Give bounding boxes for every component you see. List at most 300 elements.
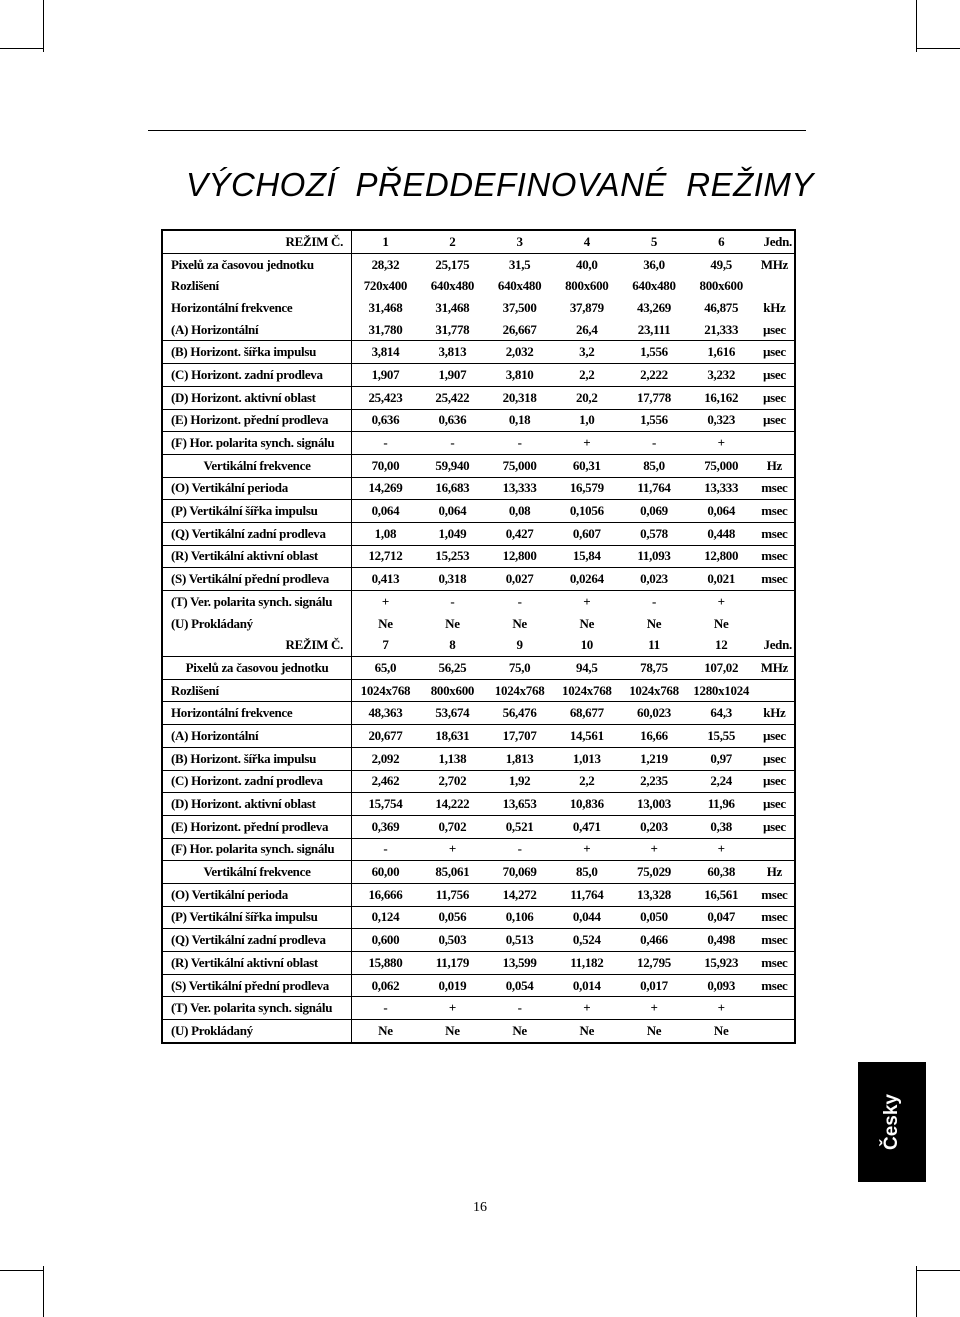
value-cell: 11,764 <box>553 883 620 906</box>
value-cell: 0,021 <box>688 568 755 591</box>
value-cell: 0,093 <box>688 974 755 997</box>
unit-cell <box>755 997 794 1020</box>
unit-cell <box>755 591 794 613</box>
table-row <box>163 861 794 884</box>
table-row <box>163 793 794 816</box>
value-cell: 13,333 <box>486 477 553 500</box>
page-number: 16 <box>473 1200 487 1215</box>
value-cell: 1,556 <box>620 341 687 364</box>
value-cell: 1,556 <box>620 409 687 432</box>
value-cell: 2,032 <box>486 341 553 364</box>
mode-number: 6 <box>688 231 755 253</box>
row-label: (F) Hor. polarita synch. signálu <box>163 432 352 455</box>
unit-header: Jedn. <box>755 231 794 253</box>
value-cell: + <box>583 593 591 609</box>
unit-cell: msec <box>755 906 794 929</box>
row-label: (E) Horizont. přední prodleva <box>163 815 352 838</box>
value-cell: 1,0 <box>553 409 620 432</box>
value-cell: 25,175 <box>435 256 470 272</box>
value-cell: Ne <box>512 1022 527 1038</box>
value-cell: Ne <box>579 1022 595 1038</box>
value-cell: 640x480 <box>632 278 676 294</box>
table-row <box>163 613 794 635</box>
value-cell: 21,333 <box>688 319 755 341</box>
value-cell: 17,778 <box>620 386 687 409</box>
value-cell: 16,162 <box>688 386 755 409</box>
mode-header-row <box>163 231 794 253</box>
row-label: (T) Ver. polarita synch. signálu <box>163 997 352 1020</box>
row-label: Vertikální frekvence <box>163 454 352 477</box>
value-cell: 26,4 <box>553 319 620 341</box>
value-cell: 0,97 <box>688 747 755 770</box>
value-cell: 85,061 <box>419 861 486 884</box>
value-cell: 48,363 <box>352 702 419 725</box>
mode-number: 10 <box>553 634 620 656</box>
value-cell: 11,96 <box>688 793 755 816</box>
value-cell: 28,32 <box>371 256 400 272</box>
value-cell: 0,054 <box>486 974 553 997</box>
row-label: (O) Vertikální perioda <box>163 883 352 906</box>
value-cell: 16,666 <box>352 883 419 906</box>
table-row <box>163 297 794 319</box>
unit-cell <box>755 838 794 861</box>
value-cell: 20,677 <box>352 725 419 748</box>
value-cell: 720x400 <box>363 278 408 294</box>
row-label: (A) Horizontální <box>163 319 352 341</box>
value-cell: 13,328 <box>620 883 687 906</box>
value-cell: 0,106 <box>486 906 553 929</box>
mode-number: 11 <box>620 634 687 656</box>
row-label: (S) Vertikální přední prodleva <box>163 568 352 591</box>
value-cell: 20,2 <box>553 386 620 409</box>
page-title: VÝCHOZÍ PŘEDDEFINOVANÉ REŽIMY <box>186 166 814 203</box>
table-row <box>163 770 794 793</box>
table-row <box>163 253 794 275</box>
value-cell: 0,318 <box>419 568 486 591</box>
value-cell: - <box>486 997 553 1020</box>
modes-table <box>163 231 794 1042</box>
unit-cell: µsec <box>755 747 794 770</box>
unit-cell: msec <box>755 477 794 500</box>
value-cell: 107,02 <box>688 657 755 680</box>
mode-header-label: REŽIM Č. <box>163 634 352 656</box>
value-cell: 3,810 <box>486 364 553 387</box>
value-cell: 0,578 <box>620 522 687 545</box>
value-cell: 60,38 <box>688 861 755 884</box>
value-cell: 0,050 <box>620 906 687 929</box>
row-label: (R) Vertikální aktivní oblast <box>163 952 352 975</box>
value-cell: 37,879 <box>569 299 604 315</box>
row-label: (P) Vertikální šířka impulsu <box>163 500 352 523</box>
value-cell: 75,0 <box>486 657 553 680</box>
value-cell: - <box>450 593 455 609</box>
row-label: (U) Prokládaný <box>163 1020 352 1042</box>
value-cell: 11,093 <box>620 545 687 568</box>
value-cell: - <box>352 432 419 455</box>
table-row <box>163 906 794 929</box>
value-cell: Ne <box>579 615 595 631</box>
value-cell: 70,00 <box>352 454 419 477</box>
value-cell: 12,712 <box>352 545 419 568</box>
value-cell: 800x600 <box>565 278 609 294</box>
value-cell: + <box>419 838 486 861</box>
mode-header-row <box>163 634 794 656</box>
crop-mark <box>916 48 960 49</box>
unit-cell: msec <box>755 952 794 975</box>
value-cell: 94,5 <box>553 657 620 680</box>
unit-cell: µsec <box>755 319 794 341</box>
value-cell: 14,269 <box>352 477 419 500</box>
table-row <box>163 883 794 906</box>
unit-cell <box>755 1020 794 1042</box>
crop-mark <box>0 48 44 49</box>
value-cell: 56,25 <box>419 657 486 680</box>
table-row <box>163 386 794 409</box>
value-cell: 13,333 <box>688 477 755 500</box>
row-label: (A) Horizontální <box>163 725 352 748</box>
table-row <box>163 500 794 523</box>
value-cell: Ne <box>713 1022 729 1038</box>
unit-header: Jedn. <box>755 634 794 656</box>
value-cell: + <box>553 432 620 455</box>
row-label: (D) Horizont. aktivní oblast <box>163 793 352 816</box>
value-cell: Ne <box>378 1022 393 1038</box>
unit-cell: msec <box>755 568 794 591</box>
value-cell: + <box>419 997 486 1020</box>
value-cell: 1,013 <box>553 747 620 770</box>
value-cell: 1,813 <box>486 747 553 770</box>
table-row <box>163 747 794 770</box>
value-cell: 0,047 <box>688 906 755 929</box>
language-tab <box>858 1062 926 1182</box>
table-row <box>163 815 794 838</box>
value-cell: - <box>352 838 419 861</box>
header-rule <box>148 130 806 131</box>
value-cell: 11,179 <box>419 952 486 975</box>
mode-number: 2 <box>419 231 486 253</box>
value-cell: 11,764 <box>620 477 687 500</box>
value-cell: 14,272 <box>486 883 553 906</box>
row-label: Vertikální frekvence <box>163 861 352 884</box>
value-cell: 18,631 <box>419 725 486 748</box>
value-cell: 26,667 <box>486 319 553 341</box>
value-cell: + <box>381 593 389 609</box>
row-label: Horizontální frekvence <box>163 702 352 725</box>
row-label: (E) Horizont. přední prodleva <box>163 409 352 432</box>
value-cell: 40,0 <box>576 256 598 272</box>
value-cell: Ne <box>378 615 393 631</box>
value-cell: 3,813 <box>419 341 486 364</box>
value-cell: 0,014 <box>553 974 620 997</box>
unit-cell: kHz <box>763 299 786 315</box>
value-cell: 0,062 <box>352 974 419 997</box>
value-cell: 0,069 <box>620 500 687 523</box>
value-cell: 0,600 <box>352 929 419 952</box>
value-cell: Ne <box>445 1022 460 1038</box>
value-cell: + <box>620 997 687 1020</box>
value-cell: 17,707 <box>486 725 553 748</box>
value-cell: + <box>688 432 755 455</box>
value-cell: 15,55 <box>688 725 755 748</box>
value-cell: 14,561 <box>553 725 620 748</box>
value-cell: - <box>419 432 486 455</box>
unit-cell <box>755 432 794 455</box>
unit-cell: µsec <box>755 793 794 816</box>
value-cell: 11,182 <box>553 952 620 975</box>
value-cell: 1,049 <box>419 522 486 545</box>
value-cell: + <box>553 997 620 1020</box>
value-cell: Ne <box>646 615 662 631</box>
value-cell: - <box>352 997 419 1020</box>
value-cell: 31,468 <box>435 299 470 315</box>
table-row <box>163 319 794 341</box>
value-cell: 43,269 <box>637 299 671 315</box>
value-cell: 13,653 <box>486 793 553 816</box>
unit-cell: msec <box>755 883 794 906</box>
unit-cell <box>755 275 794 297</box>
value-cell: 0,203 <box>620 815 687 838</box>
value-cell: - <box>486 432 553 455</box>
value-cell: 12,800 <box>688 545 755 568</box>
unit-cell: msec <box>755 974 794 997</box>
value-cell: 11,756 <box>419 883 486 906</box>
row-label: (S) Vertikální přední prodleva <box>163 974 352 997</box>
value-cell: 1280x1024 <box>688 679 755 702</box>
value-cell: 0,466 <box>620 929 687 952</box>
table-row <box>163 522 794 545</box>
value-cell: 53,674 <box>419 702 486 725</box>
value-cell: 31,780 <box>352 319 419 341</box>
row-label: (P) Vertikální šířka impulsu <box>163 906 352 929</box>
value-cell: 1,616 <box>688 341 755 364</box>
mode-header-label: REŽIM Č. <box>163 231 352 253</box>
table-row <box>163 702 794 725</box>
value-cell: 1,219 <box>620 747 687 770</box>
value-cell: 1024x768 <box>553 679 620 702</box>
row-label: Horizontální frekvence <box>163 297 352 319</box>
value-cell: 0,38 <box>688 815 755 838</box>
value-cell: - <box>486 838 553 861</box>
value-cell: 0,498 <box>688 929 755 952</box>
unit-cell <box>755 613 794 635</box>
value-cell: 31,778 <box>419 319 486 341</box>
value-cell: 70,069 <box>486 861 553 884</box>
value-cell: 15,253 <box>419 545 486 568</box>
value-cell: 0,513 <box>486 929 553 952</box>
crop-mark <box>0 1270 44 1271</box>
table-row <box>163 974 794 997</box>
table-row <box>163 929 794 952</box>
value-cell: 31,5 <box>508 256 531 272</box>
value-cell: + <box>620 838 687 861</box>
value-cell: 85,0 <box>553 861 620 884</box>
value-cell: 0,056 <box>419 906 486 929</box>
value-cell: 0,08 <box>486 500 553 523</box>
value-cell: - <box>620 432 687 455</box>
mode-number: 5 <box>620 231 687 253</box>
table-row <box>163 679 794 702</box>
table-row <box>163 591 794 613</box>
value-cell: 2,462 <box>352 770 419 793</box>
value-cell: 64,3 <box>688 702 755 725</box>
row-label: Pixelů za časovou jednotku <box>163 253 352 275</box>
table-row <box>163 725 794 748</box>
value-cell: 20,318 <box>486 386 553 409</box>
value-cell: 0,044 <box>553 906 620 929</box>
unit-cell: µsec <box>755 770 794 793</box>
value-cell: 3,232 <box>688 364 755 387</box>
table-row <box>163 364 794 387</box>
modes-table-frame <box>161 229 796 1044</box>
row-label: (Q) Vertikální zadní prodleva <box>163 522 352 545</box>
modes-table-body <box>163 231 794 1042</box>
table-row <box>163 952 794 975</box>
value-cell: 0,0264 <box>553 568 620 591</box>
value-cell: + <box>688 838 755 861</box>
value-cell: 0,064 <box>688 500 755 523</box>
value-cell: 0,1056 <box>553 500 620 523</box>
row-label: (R) Vertikální aktivní oblast <box>163 545 352 568</box>
value-cell: + <box>688 997 755 1020</box>
crop-mark <box>43 0 44 52</box>
value-cell: - <box>651 593 657 609</box>
value-cell: 1024x768 <box>620 679 687 702</box>
value-cell: 800x600 <box>419 679 486 702</box>
value-cell: Ne <box>512 615 527 631</box>
value-cell: 1,08 <box>352 522 419 545</box>
value-cell: 15,754 <box>352 793 419 816</box>
row-label: (T) Ver. polarita synch. signálu <box>163 591 352 613</box>
value-cell: 2,24 <box>688 770 755 793</box>
unit-cell: msec <box>755 500 794 523</box>
value-cell: 0,636 <box>352 409 419 432</box>
value-cell: 60,31 <box>553 454 620 477</box>
value-cell: 1024x768 <box>352 679 419 702</box>
value-cell: 68,677 <box>553 702 620 725</box>
value-cell: 49,5 <box>710 256 732 272</box>
value-cell: 0,023 <box>620 568 687 591</box>
value-cell: 2,235 <box>620 770 687 793</box>
table-row <box>163 477 794 500</box>
row-label: (B) Horizont. šířka impulsu <box>163 341 352 364</box>
value-cell: 75,000 <box>486 454 553 477</box>
value-cell: 2,2 <box>553 770 620 793</box>
value-cell: 46,875 <box>704 299 739 315</box>
value-cell: 0,521 <box>486 815 553 838</box>
table-row <box>163 432 794 455</box>
value-cell: 16,579 <box>553 477 620 500</box>
mode-number: 4 <box>553 231 620 253</box>
value-cell: 0,524 <box>553 929 620 952</box>
value-cell: 75,000 <box>688 454 755 477</box>
value-cell: 0,427 <box>486 522 553 545</box>
mode-number: 3 <box>486 231 553 253</box>
value-cell: 56,476 <box>486 702 553 725</box>
value-cell: 0,503 <box>419 929 486 952</box>
value-cell: + <box>717 593 725 609</box>
unit-cell: msec <box>755 929 794 952</box>
value-cell: 14,222 <box>419 793 486 816</box>
value-cell: 0,124 <box>352 906 419 929</box>
value-cell: 36,0 <box>643 256 665 272</box>
mode-number: 1 <box>352 231 419 253</box>
value-cell: 2,702 <box>419 770 486 793</box>
unit-cell: msec <box>755 545 794 568</box>
value-cell: 25,423 <box>352 386 419 409</box>
unit-cell: µsec <box>755 364 794 387</box>
mode-number: 9 <box>486 634 553 656</box>
table-row <box>163 838 794 861</box>
value-cell: 0,323 <box>688 409 755 432</box>
mode-number: 7 <box>352 634 419 656</box>
value-cell: 31,468 <box>368 299 403 315</box>
crop-mark <box>916 0 917 52</box>
value-cell: 800x600 <box>699 278 743 294</box>
value-cell: Ne <box>713 615 729 631</box>
value-cell: 12,800 <box>486 545 553 568</box>
value-cell: 2,2 <box>553 364 620 387</box>
value-cell: 65,0 <box>352 657 419 680</box>
value-cell: Ne <box>445 615 460 631</box>
table-row <box>163 454 794 477</box>
value-cell: 0,019 <box>419 974 486 997</box>
value-cell: 60,00 <box>352 861 419 884</box>
value-cell: 0,064 <box>419 500 486 523</box>
value-cell: Ne <box>646 1022 662 1038</box>
value-cell: 37,500 <box>502 299 537 315</box>
value-cell: - <box>517 593 522 609</box>
unit-cell: msec <box>755 522 794 545</box>
value-cell: 0,448 <box>688 522 755 545</box>
row-label: (U) Prokládaný <box>163 613 352 635</box>
table-row <box>163 1020 794 1042</box>
value-cell: 0,18 <box>486 409 553 432</box>
unit-cell: Hz <box>755 861 794 884</box>
value-cell: 1,92 <box>486 770 553 793</box>
row-label: Rozlišení <box>163 679 352 702</box>
value-cell: 0,607 <box>553 522 620 545</box>
value-cell: 25,422 <box>419 386 486 409</box>
unit-cell: µsec <box>755 815 794 838</box>
table-row <box>163 997 794 1020</box>
crop-mark <box>43 1266 44 1317</box>
value-cell: 78,75 <box>620 657 687 680</box>
value-cell: 13,003 <box>620 793 687 816</box>
row-label: (D) Horizont. aktivní oblast <box>163 386 352 409</box>
table-row <box>163 409 794 432</box>
value-cell: 1,907 <box>352 364 419 387</box>
value-cell: 16,66 <box>620 725 687 748</box>
value-cell: 23,111 <box>620 319 687 341</box>
mode-number: 12 <box>688 634 755 656</box>
value-cell: 0,636 <box>419 409 486 432</box>
unit-cell: µsec <box>755 386 794 409</box>
row-label: (C) Horizont. zadní prodleva <box>163 364 352 387</box>
unit-cell: MHz <box>760 256 789 272</box>
row-label: Rozlišení <box>163 275 352 297</box>
value-cell: 3,814 <box>352 341 419 364</box>
value-cell: 75,029 <box>620 861 687 884</box>
value-cell: 0,702 <box>419 815 486 838</box>
value-cell: 1,907 <box>419 364 486 387</box>
value-cell: 15,84 <box>553 545 620 568</box>
value-cell: 85,0 <box>620 454 687 477</box>
value-cell: 3,2 <box>553 341 620 364</box>
value-cell: 12,795 <box>620 952 687 975</box>
language-tab-label: Česky <box>881 1094 902 1150</box>
table-row <box>163 657 794 680</box>
row-label: (C) Horizont. zadní prodleva <box>163 770 352 793</box>
